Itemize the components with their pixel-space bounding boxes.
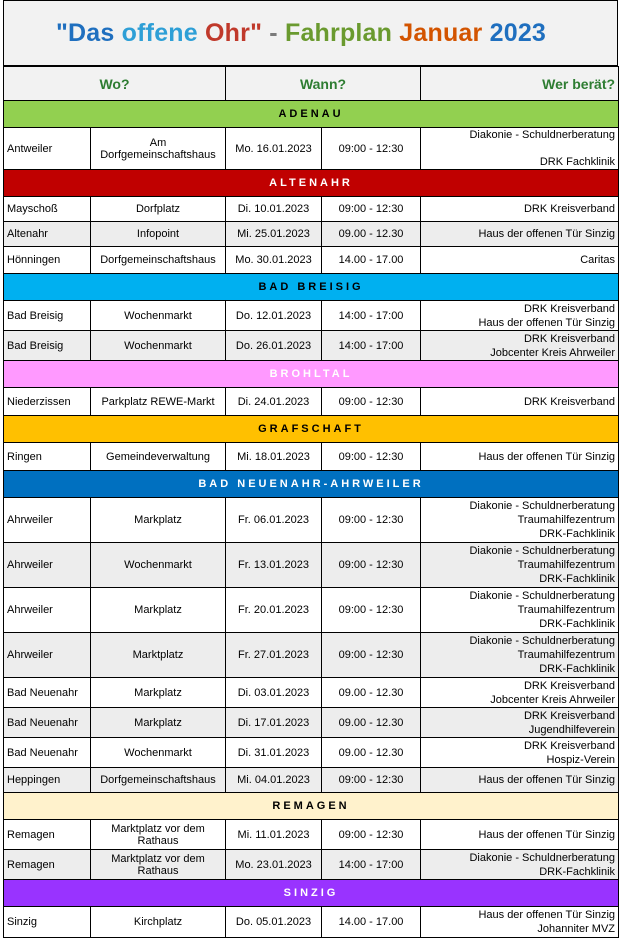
advisor-cell [421,498,619,543]
advisor-cell [421,708,619,738]
time-cell: 09:00 - 12:30 [322,543,421,588]
advisor-line: DRK Kreisverband [523,203,616,215]
location-cell: Heppingen [4,768,91,793]
title-part: offene [121,18,206,47]
location-cell: Sinzig [4,907,91,938]
time-cell: 09:00 - 12:30 [322,388,421,416]
place-cell: Marktplatz [91,633,226,678]
place-cell: Wochenmarkt [91,543,226,588]
section-header-row [4,416,619,443]
place-cell: Markplatz [91,498,226,543]
table-row [4,443,619,471]
place-cell: Marktplatz vor dem Rathaus [91,850,226,880]
time-cell: 09.00 - 12.30 [322,222,421,247]
table-row [4,633,619,678]
advisor-cell [421,128,619,170]
advisor-line: DRK-Fachklinik [539,865,616,878]
section-title: BAD BREISIG [4,274,619,301]
date-cell: Fr. 27.01.2023 [226,633,322,678]
time-cell: 09:00 - 12:30 [322,197,421,222]
time-cell: 14:00 - 17:00 [322,301,421,331]
time-cell: 14:00 - 17:00 [322,331,421,361]
date-cell: Di. 10.01.2023 [226,197,322,222]
advisor-line: Jobcenter Kreis Ahrweiler [490,346,616,359]
advisor-line: DRK-Fachklinik [539,663,616,675]
location-cell: Ahrweiler [4,633,91,678]
title-part: - [262,18,285,47]
schedule-page [3,0,618,938]
date-cell: Do. 12.01.2023 [226,301,322,331]
advisor-line: Haus der offenen Tür Sinzig [478,774,616,786]
schedule-table [3,66,619,938]
date-cell: Do. 05.01.2023 [226,907,322,938]
time-cell: 09:00 - 12:30 [322,820,421,850]
table-row [4,388,619,416]
table-row [4,588,619,633]
advisor-cell [421,678,619,708]
time-cell: 09:00 - 12:30 [322,128,421,170]
advisor-line: Diakonie - Schuldnerberatung [469,129,616,141]
advisor-line: Diakonie - Schuldnerberatung [469,545,616,557]
advisor-line: Jugendhilfeverein [528,723,616,736]
table-row [4,331,619,361]
date-cell: Di. 17.01.2023 [226,708,322,738]
advisor-cell [421,820,619,850]
advisor-line: DRK Fachklinik [539,156,616,168]
section-header-row [4,880,619,907]
advisor-line: Jobcenter Kreis Ahrweiler [490,693,616,706]
advisor-line: Diakonie - Schuldnerberatung [469,590,616,602]
time-cell: 14.00 - 17.00 [322,907,421,938]
advisor-line [424,142,615,155]
advisor-cell [421,543,619,588]
title-part: "Das [56,18,122,47]
time-cell: 09:00 - 12:30 [322,588,421,633]
table-row [4,708,619,738]
advisor-line: Johanniter MVZ [537,923,616,935]
section-title: GRAFSCHAFT [4,416,619,443]
advisor-line: Haus der offenen Tür Sinzig [478,450,616,463]
section-title: ALTENAHR [4,170,619,197]
advisor-line: Hospiz-Verein [546,753,616,766]
advisor-line: Diakonie - Schuldnerberatung [469,635,616,647]
time-cell: 09:00 - 12:30 [322,498,421,543]
location-cell: Remagen [4,820,91,850]
date-cell: Fr. 13.01.2023 [226,543,322,588]
location-cell: Bad Neuenahr [4,708,91,738]
location-cell: Ringen [4,443,91,471]
place-cell: Infopoint [91,222,226,247]
place-cell: Markplatz [91,678,226,708]
location-cell: Bad Neuenahr [4,738,91,768]
place-cell: Wochenmarkt [91,301,226,331]
date-cell: Do. 26.01.2023 [226,331,322,361]
advisor-line: Diakonie - Schuldnerberatung [469,851,616,864]
location-cell: Niederzissen [4,388,91,416]
advisor-line: Haus der offenen Tür Sinzig [478,909,616,921]
location-cell: Ahrweiler [4,588,91,633]
location-cell: Ahrweiler [4,543,91,588]
place-cell: Wochenmarkt [91,738,226,768]
section-title: SINZIG [4,880,619,907]
title-part: Januar [399,18,490,47]
section-header-row [4,274,619,301]
header-wo: Wo? [4,67,226,101]
section-header-row [4,793,619,820]
table-row [4,820,619,850]
place-cell: Dorfgemeinschaftshaus [91,768,226,793]
table-row [4,768,619,793]
advisor-cell [421,301,619,331]
section-title: REMAGEN [4,793,619,820]
table-row [4,543,619,588]
section-title: ADENAU [4,101,619,128]
table-row [4,678,619,708]
location-cell: Ahrweiler [4,498,91,543]
date-cell: Mi. 04.01.2023 [226,768,322,793]
advisor-line: Traumahilfezentrum [517,649,616,661]
advisor-cell [421,850,619,880]
location-cell: Hönningen [4,247,91,274]
advisor-line: Caritas [580,254,616,266]
time-cell: 14.00 - 17.00 [322,247,421,274]
table-row [4,197,619,222]
place-cell: Marktplatz vor dem Rathaus [91,820,226,850]
title-part: 2023 [489,18,547,47]
header-wann: Wann? [226,67,421,101]
place-cell: Dorfgemeinschaftshaus [91,247,226,274]
advisor-line: DRK Kreisverband [523,739,616,752]
advisor-line: DRK Kreisverband [523,395,616,408]
table-row [4,222,619,247]
time-cell: 09:00 - 12:30 [322,633,421,678]
advisor-cell [421,588,619,633]
time-cell: 09.00 - 12.30 [322,738,421,768]
time-cell: 14:00 - 17:00 [322,850,421,880]
section-header-row [4,170,619,197]
advisor-line: Haus der offenen Tür Sinzig [478,316,616,329]
date-cell: Fr. 06.01.2023 [226,498,322,543]
header-wer: Wer berät? [421,67,619,101]
advisor-line: Traumahilfezentrum [517,604,616,616]
table-row [4,850,619,880]
location-cell: Mayschoß [4,197,91,222]
advisor-cell [421,331,619,361]
table-row [4,128,619,170]
date-cell: Mi. 18.01.2023 [226,443,322,471]
location-cell: Antweiler [4,128,91,170]
advisor-line: Traumahilfezentrum [517,514,616,526]
place-cell: Kirchplatz [91,907,226,938]
section-header-row [4,361,619,388]
advisor-line: Diakonie - Schuldnerberatung [469,500,616,512]
advisor-line: DRK Kreisverband [523,332,616,345]
place-cell: Markplatz [91,708,226,738]
place-cell: Dorfplatz [91,197,226,222]
section-title: BROHLTAL [4,361,619,388]
time-cell: 09:00 - 12:30 [322,443,421,471]
date-cell: Di. 24.01.2023 [226,388,322,416]
advisor-cell [421,738,619,768]
date-cell: Mi. 11.01.2023 [226,820,322,850]
date-cell: Mo. 30.01.2023 [226,247,322,274]
place-cell: Wochenmarkt [91,331,226,361]
place-cell: Parkplatz REWE-Markt [91,388,226,416]
location-cell: Bad Breisig [4,301,91,331]
title-part: Fahrplan [284,18,400,47]
advisor-line: DRK Kreisverband [523,679,616,692]
advisor-cell [421,633,619,678]
page-title [3,0,618,66]
location-cell: Remagen [4,850,91,880]
location-cell: Bad Neuenahr [4,678,91,708]
header-row [4,67,619,101]
advisor-cell [421,247,619,274]
table-row [4,738,619,768]
title-part: Ohr" [205,18,263,47]
advisor-line: DRK Kreisverband [523,709,616,722]
advisor-line: DRK Kreisverband [523,302,616,315]
advisor-line: DRK-Fachklinik [539,573,616,585]
time-cell: 09:00 - 12:30 [322,768,421,793]
date-cell: Mi. 25.01.2023 [226,222,322,247]
place-cell: Gemeindeverwaltung [91,443,226,471]
advisor-cell [421,197,619,222]
table-row [4,498,619,543]
location-cell: Altenahr [4,222,91,247]
date-cell: Fr. 20.01.2023 [226,588,322,633]
advisor-line: Haus der offenen Tür Sinzig [478,828,616,841]
location-cell: Bad Breisig [4,331,91,361]
section-header-row [4,471,619,498]
section-title: BAD NEUENAHR-AHRWEILER [4,471,619,498]
time-cell: 09.00 - 12.30 [322,708,421,738]
section-header-row [4,101,619,128]
place-cell: Markplatz [91,588,226,633]
advisor-line: Traumahilfezentrum [517,559,616,571]
advisor-cell [421,443,619,471]
date-cell: Mo. 16.01.2023 [226,128,322,170]
table-row [4,907,619,938]
date-cell: Di. 03.01.2023 [226,678,322,708]
advisor-line: DRK-Fachklinik [539,528,616,540]
advisor-cell [421,388,619,416]
advisor-cell [421,222,619,247]
advisor-line: DRK-Fachklinik [539,618,616,630]
table-row [4,301,619,331]
date-cell: Di. 31.01.2023 [226,738,322,768]
advisor-cell [421,907,619,938]
place-cell: Am Dorfgemeinschaftshaus [91,128,226,170]
advisor-line: Haus der offenen Tür Sinzig [478,228,616,240]
table-row [4,247,619,274]
date-cell: Mo. 23.01.2023 [226,850,322,880]
time-cell: 09.00 - 12.30 [322,678,421,708]
advisor-cell [421,768,619,793]
